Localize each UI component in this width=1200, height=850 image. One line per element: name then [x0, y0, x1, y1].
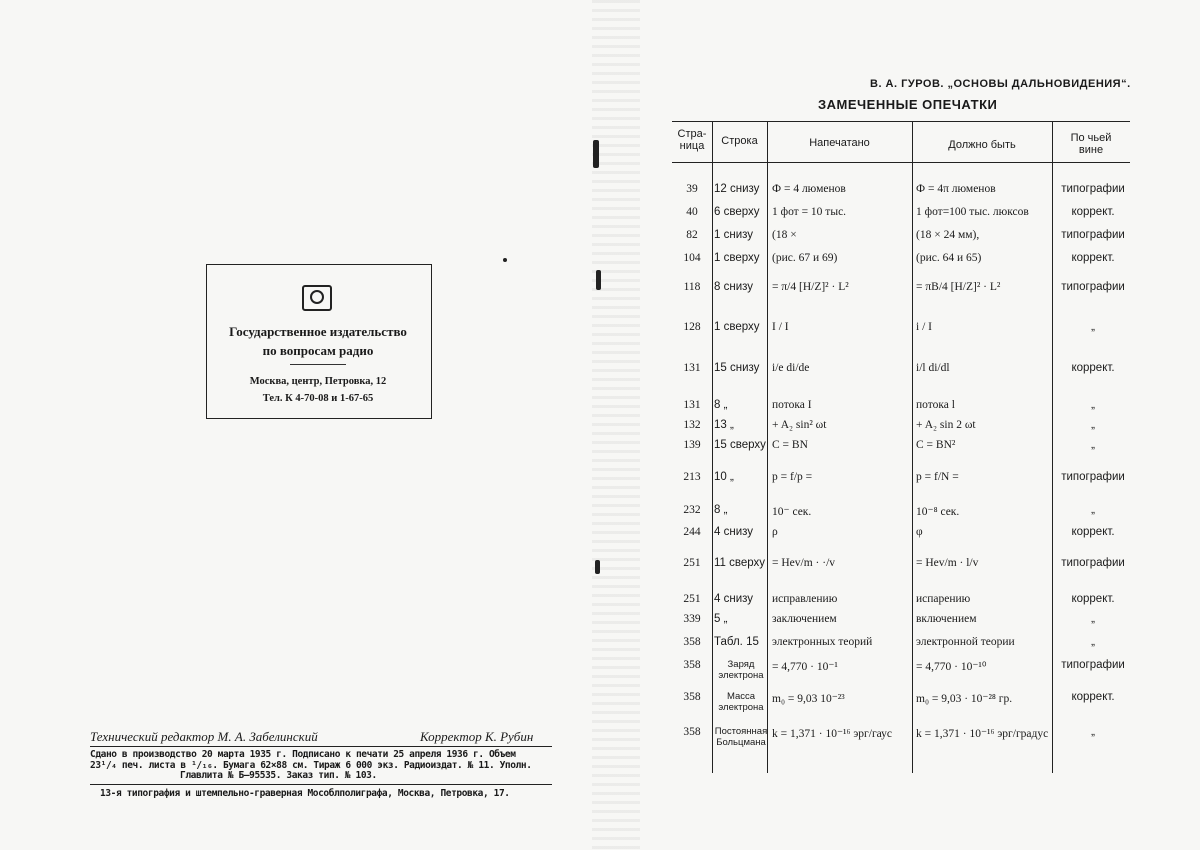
cell-printed: p = f/p =: [772, 471, 813, 483]
publisher-name-line1: Государственное издательство: [229, 324, 407, 339]
print-speck: [593, 140, 599, 168]
cell-page: 358: [683, 691, 701, 703]
cell-printed: + A₂ sin² ωt: [772, 419, 827, 431]
cell-printed: = Hev/m · ·/v: [772, 557, 836, 569]
cell-printed: i/e di/de: [772, 362, 810, 374]
cell-line: 10 „: [714, 471, 734, 483]
cell-should-be: = 4,770 · 10⁻¹⁰: [916, 661, 987, 673]
cell-page: 358: [683, 659, 701, 671]
cell-should-be: Ф = 4π люменов: [916, 183, 996, 195]
cell-should-be: включением: [916, 613, 977, 625]
cell-fault: „: [1091, 726, 1095, 738]
imprint-line: Главлита № Б—95535. Заказ тип. № 103.: [180, 770, 377, 781]
cell-fault: типографии: [1061, 229, 1125, 241]
cell-should-be: электронной теории: [916, 636, 1015, 648]
cell-page: 40: [686, 206, 698, 218]
header-by-whom: [1052, 132, 1130, 156]
cell-fault: типографии: [1061, 183, 1125, 195]
cell-printed: (18 ×: [772, 229, 797, 241]
cell-printed: электронных теорий: [772, 636, 873, 648]
cell-line: 4 снизу: [714, 593, 754, 605]
cell-should-be: + A₂ sin 2 ωt: [916, 419, 976, 431]
cell-fault: типографии: [1061, 557, 1125, 569]
cell-should-be: = Hev/m · l/v: [916, 557, 979, 569]
errata-heading: ЗАМЕЧЕННЫЕ ОПЕЧАТКИ: [818, 97, 998, 112]
imprint-top-rule: [90, 746, 552, 747]
cell-should-be: φ: [916, 526, 923, 538]
cell-should-be: (18 × 24 мм),: [916, 229, 980, 241]
header-printed: Напечатано: [809, 137, 870, 149]
cell-should-be: k = 1,371 · 10⁻¹⁶ эрг/градус: [916, 728, 1049, 740]
cell-line: 1 сверху: [714, 252, 760, 264]
table-header-rule: [672, 162, 1130, 163]
publisher-phone: Тел. К 4-70-08 и 1-67-65: [262, 393, 374, 404]
cell-fault: „: [1091, 439, 1095, 451]
cell-page: 244: [683, 526, 701, 538]
cell-page: 358: [683, 636, 701, 648]
cell-should-be: m₀ = 9,03 · 10⁻²⁸ гр.: [916, 693, 1013, 705]
cell-page: 118: [683, 281, 701, 293]
cell-fault: коррект.: [1071, 526, 1115, 538]
header-by-whom-l2: вине: [1078, 144, 1104, 156]
cell-printed: (рис. 67 и 69): [772, 252, 838, 264]
cell-line: 1 сверху: [714, 321, 760, 333]
cell-should-be: C = BN²: [916, 439, 956, 451]
cell-line: Масса электрона: [718, 691, 764, 713]
cell-fault: типографии: [1061, 659, 1125, 671]
book-title: В. А. ГУРОВ. „ОСНОВЫ ДАЛЬНОВИДЕНИЯ“.: [870, 78, 1131, 90]
cell-fault: „: [1091, 399, 1095, 411]
header-page: [672, 128, 712, 152]
errata-table: [672, 121, 1130, 773]
cell-page: 139: [683, 439, 701, 451]
header-should-be: Должно быть: [948, 139, 1016, 151]
cell-line: 5 „: [714, 613, 728, 625]
cell-should-be: i / I: [916, 321, 932, 333]
col-divider: [712, 121, 713, 773]
imprint-line: 23¹/₄ печ. листа в ¹/₁₆. Бумага 62×88 см. Тираж 6 000 экз. Радиоиздат. № 11. Уполн.: [90, 759, 532, 771]
cell-line: 8 „: [714, 504, 728, 516]
cell-line: Табл. 15: [714, 636, 759, 648]
cell-page: 251: [683, 593, 701, 605]
cell-printed: k = 1,371 · 10⁻¹⁶ эрг/гаус: [772, 728, 893, 740]
cell-line: 4 снизу: [714, 526, 754, 538]
cell-page: 358: [683, 726, 701, 738]
cell-page: 213: [683, 471, 701, 483]
publisher-logo: [302, 285, 332, 311]
cell-should-be: 10⁻⁸ сек.: [916, 506, 960, 518]
cell-page: 82: [686, 229, 698, 241]
imprint-line: Сдано в производство 20 марта 1935 г. Подписано к печати 25 апреля 1936 г. Объем: [90, 749, 516, 760]
publisher-name-line2: по вопросам радио: [262, 343, 374, 358]
cell-line: 13 „: [714, 419, 734, 431]
col-divider: [1052, 121, 1053, 773]
cell-line: 6 сверху: [714, 206, 760, 218]
cell-page: 131: [683, 362, 701, 374]
cell-printed: 1 фот = 10 тыс.: [772, 206, 847, 218]
header-by-whom-l1: По чьей: [1070, 132, 1112, 144]
cell-page: 128: [683, 321, 701, 333]
cell-printed: = 4,770 · 10⁻¹: [772, 661, 838, 673]
printer-line: 13-я типография и штемпельно-граверная Мособлполиграфа, Москва, Петровка, 17.: [100, 788, 510, 799]
cell-printed: исправлению: [772, 593, 838, 605]
col-divider: [912, 121, 913, 773]
cell-line: Заряд электрона: [718, 659, 764, 681]
cell-should-be: i/l di/dl: [916, 362, 950, 374]
cell-page: 131: [683, 399, 701, 411]
cell-page: 232: [683, 504, 701, 516]
cell-page: 39: [686, 183, 698, 195]
cell-line: 1 снизу: [714, 229, 754, 241]
cell-printed: Ф = 4 люменов: [772, 183, 846, 195]
header-page-l1: Стра-: [677, 128, 707, 140]
cell-fault: коррект.: [1071, 206, 1115, 218]
print-speck: [503, 258, 507, 262]
cell-fault: „: [1091, 504, 1095, 516]
cell-fault: „: [1091, 613, 1095, 625]
cell-fault: „: [1091, 636, 1095, 648]
cell-should-be: 1 фот=100 тыс. люксов: [916, 206, 1029, 218]
cell-line: 8 снизу: [714, 281, 754, 293]
cell-should-be: потока l: [916, 399, 955, 411]
cell-page: 339: [683, 613, 701, 625]
cell-line: 12 снизу: [714, 183, 760, 195]
cell-fault: типографии: [1061, 471, 1125, 483]
header-page-l2: ница: [679, 140, 705, 152]
cell-line: 15 снизу: [714, 362, 760, 374]
publisher-address: Москва, центр, Петровка, 12: [249, 376, 387, 387]
cell-page: 251: [683, 557, 701, 569]
cell-fault: типографии: [1061, 281, 1125, 293]
publisher-divider: [290, 364, 346, 365]
tech-editor: Технический редактор М. А. Забелинский: [90, 729, 318, 744]
print-speck: [595, 560, 600, 574]
cell-printed: C = BN: [772, 439, 808, 451]
cell-should-be: испарению: [916, 593, 971, 605]
cell-line: 15 сверху: [714, 439, 766, 451]
cell-page: 104: [683, 252, 701, 264]
table-top-rule: [672, 121, 1130, 122]
cell-line: 8 „: [714, 399, 728, 411]
cell-should-be: = πB/4 [H/Z]² · L²: [916, 281, 1001, 293]
header-line: Строка: [721, 135, 758, 147]
imprint-bottom-rule: [90, 784, 552, 785]
cell-fault: „: [1091, 321, 1095, 333]
cell-fault: „: [1091, 419, 1095, 431]
cell-printed: заключением: [772, 613, 837, 625]
cell-should-be: p = f/N =: [916, 471, 959, 483]
cell-fault: коррект.: [1071, 362, 1115, 374]
cell-should-be: (рис. 64 и 65): [916, 252, 982, 264]
cell-fault: коррект.: [1071, 593, 1115, 605]
cell-line: Постоянная Больцмана: [714, 726, 768, 748]
cell-line: 11 сверху: [714, 557, 766, 569]
cell-fault: коррект.: [1071, 252, 1115, 264]
cell-printed: ρ: [772, 526, 778, 538]
cell-fault: коррект.: [1071, 691, 1115, 703]
print-speck: [596, 270, 601, 290]
cell-page: 132: [683, 419, 701, 431]
proofreader: Корректор К. Рубин: [420, 729, 534, 744]
imprint-block: [90, 750, 552, 782]
cell-printed: потока I: [772, 399, 812, 411]
cell-printed: m₀ = 9,03 10⁻²³: [772, 693, 845, 705]
cell-printed: 10⁻ сек.: [772, 506, 812, 518]
cell-printed: = π/4 [H/Z]² · L²: [772, 281, 849, 293]
cell-printed: I / I: [772, 321, 789, 333]
